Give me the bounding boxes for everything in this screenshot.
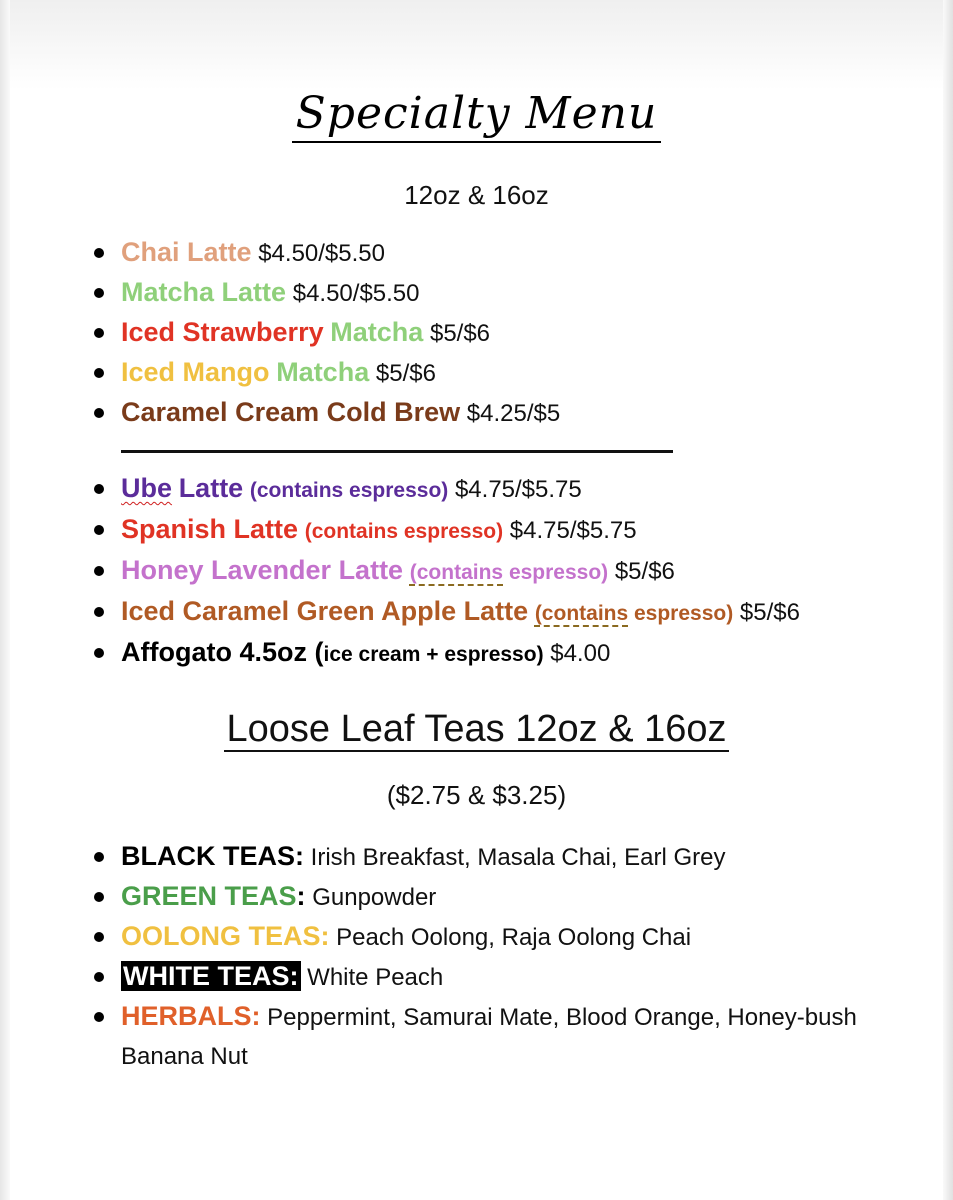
item-name: Iced Mango — [121, 357, 270, 387]
tea-list: White Peach — [307, 964, 444, 991]
list-item — [93, 917, 861, 957]
item-price: $5/$6 — [429, 320, 491, 347]
list-item — [93, 273, 560, 313]
item-name: Iced Caramel Green Apple Latte — [121, 596, 529, 626]
item-price: $5/$6 — [614, 558, 675, 585]
item-name: Matcha — [276, 357, 370, 387]
tea-category-colon: : — [296, 881, 306, 911]
item-name: Honey Lavender Latte — [121, 555, 404, 585]
item-name: Caramel Cream Cold Brew — [121, 397, 461, 427]
item-note: (contains espresso) — [304, 520, 504, 543]
teas-title: Loose Leaf Teas 12oz & 16oz — [226, 708, 727, 750]
item-price: $5/$6 — [739, 599, 800, 626]
item-note: ice cream + espresso) — [323, 643, 544, 666]
tea-list: Irish Breakfast, Masala Chai, Earl Grey — [310, 844, 726, 871]
tea-category: HERBALS: — [121, 1001, 261, 1031]
tea-category: GREEN TEAS — [121, 881, 297, 911]
item-name: Ube — [121, 473, 173, 503]
specialty-sizes: 12oz & 16oz — [404, 180, 549, 210]
tea-category: BLACK TEAS: — [121, 841, 304, 871]
list-item — [93, 877, 861, 917]
list-item — [93, 313, 560, 353]
list-item — [93, 633, 800, 674]
tea-list: Gunpowder — [312, 884, 437, 911]
item-note — [535, 602, 733, 625]
item-price: $4.50/$5.50 — [258, 240, 385, 267]
list-item — [93, 957, 861, 997]
item-price: $4.75/$5.75 — [454, 476, 582, 503]
item-price: $4.00 — [550, 640, 611, 667]
item-price: $4.25/$5 — [466, 400, 561, 427]
item-price: $5/$6 — [375, 360, 436, 387]
list-item — [93, 393, 560, 433]
item-note: (contains espresso) — [249, 479, 449, 502]
item-name: Latte — [178, 473, 244, 503]
item-name: Chai Latte — [121, 237, 252, 267]
tea-list: Peppermint, Samurai Mate, Blood Orange, Honey-bush Banana Nut — [121, 1004, 857, 1070]
espresso-list — [93, 469, 800, 674]
tea-category: OOLONG TEAS: — [121, 921, 330, 951]
note-part: espresso) — [508, 561, 609, 584]
list-item — [93, 353, 560, 393]
note-part: espresso) — [634, 602, 734, 625]
item-name: Iced Strawberry — [121, 317, 324, 347]
item-price: $4.50/$5.50 — [292, 280, 420, 307]
list-item — [93, 510, 800, 551]
tea-list: Peach Oolong, Raja Oolong Chai — [336, 924, 692, 951]
item-price: $4.75/$5.75 — [509, 517, 637, 544]
note-part: (contains — [534, 602, 629, 625]
item-name: Matcha — [330, 317, 424, 347]
item-name: Affogato 4.5oz ( — [121, 637, 324, 667]
list-item — [93, 997, 861, 1076]
list-item — [93, 837, 861, 877]
list-item — [93, 592, 800, 633]
tea-category: WHITE TEAS: — [123, 961, 299, 991]
section-divider — [121, 450, 673, 453]
teas-price: ($2.75 & $3.25) — [386, 780, 567, 810]
specialty-list — [93, 233, 560, 433]
list-item — [93, 551, 800, 592]
list-item — [93, 233, 560, 273]
list-item — [93, 469, 800, 510]
note-part: (contains — [409, 561, 504, 584]
item-name: Spanish Latte — [121, 514, 299, 544]
teas-list — [93, 837, 861, 1076]
item-name: Matcha Latte — [121, 277, 287, 307]
item-note — [410, 561, 608, 584]
menu-title: Specialty Menu — [0, 88, 953, 139]
